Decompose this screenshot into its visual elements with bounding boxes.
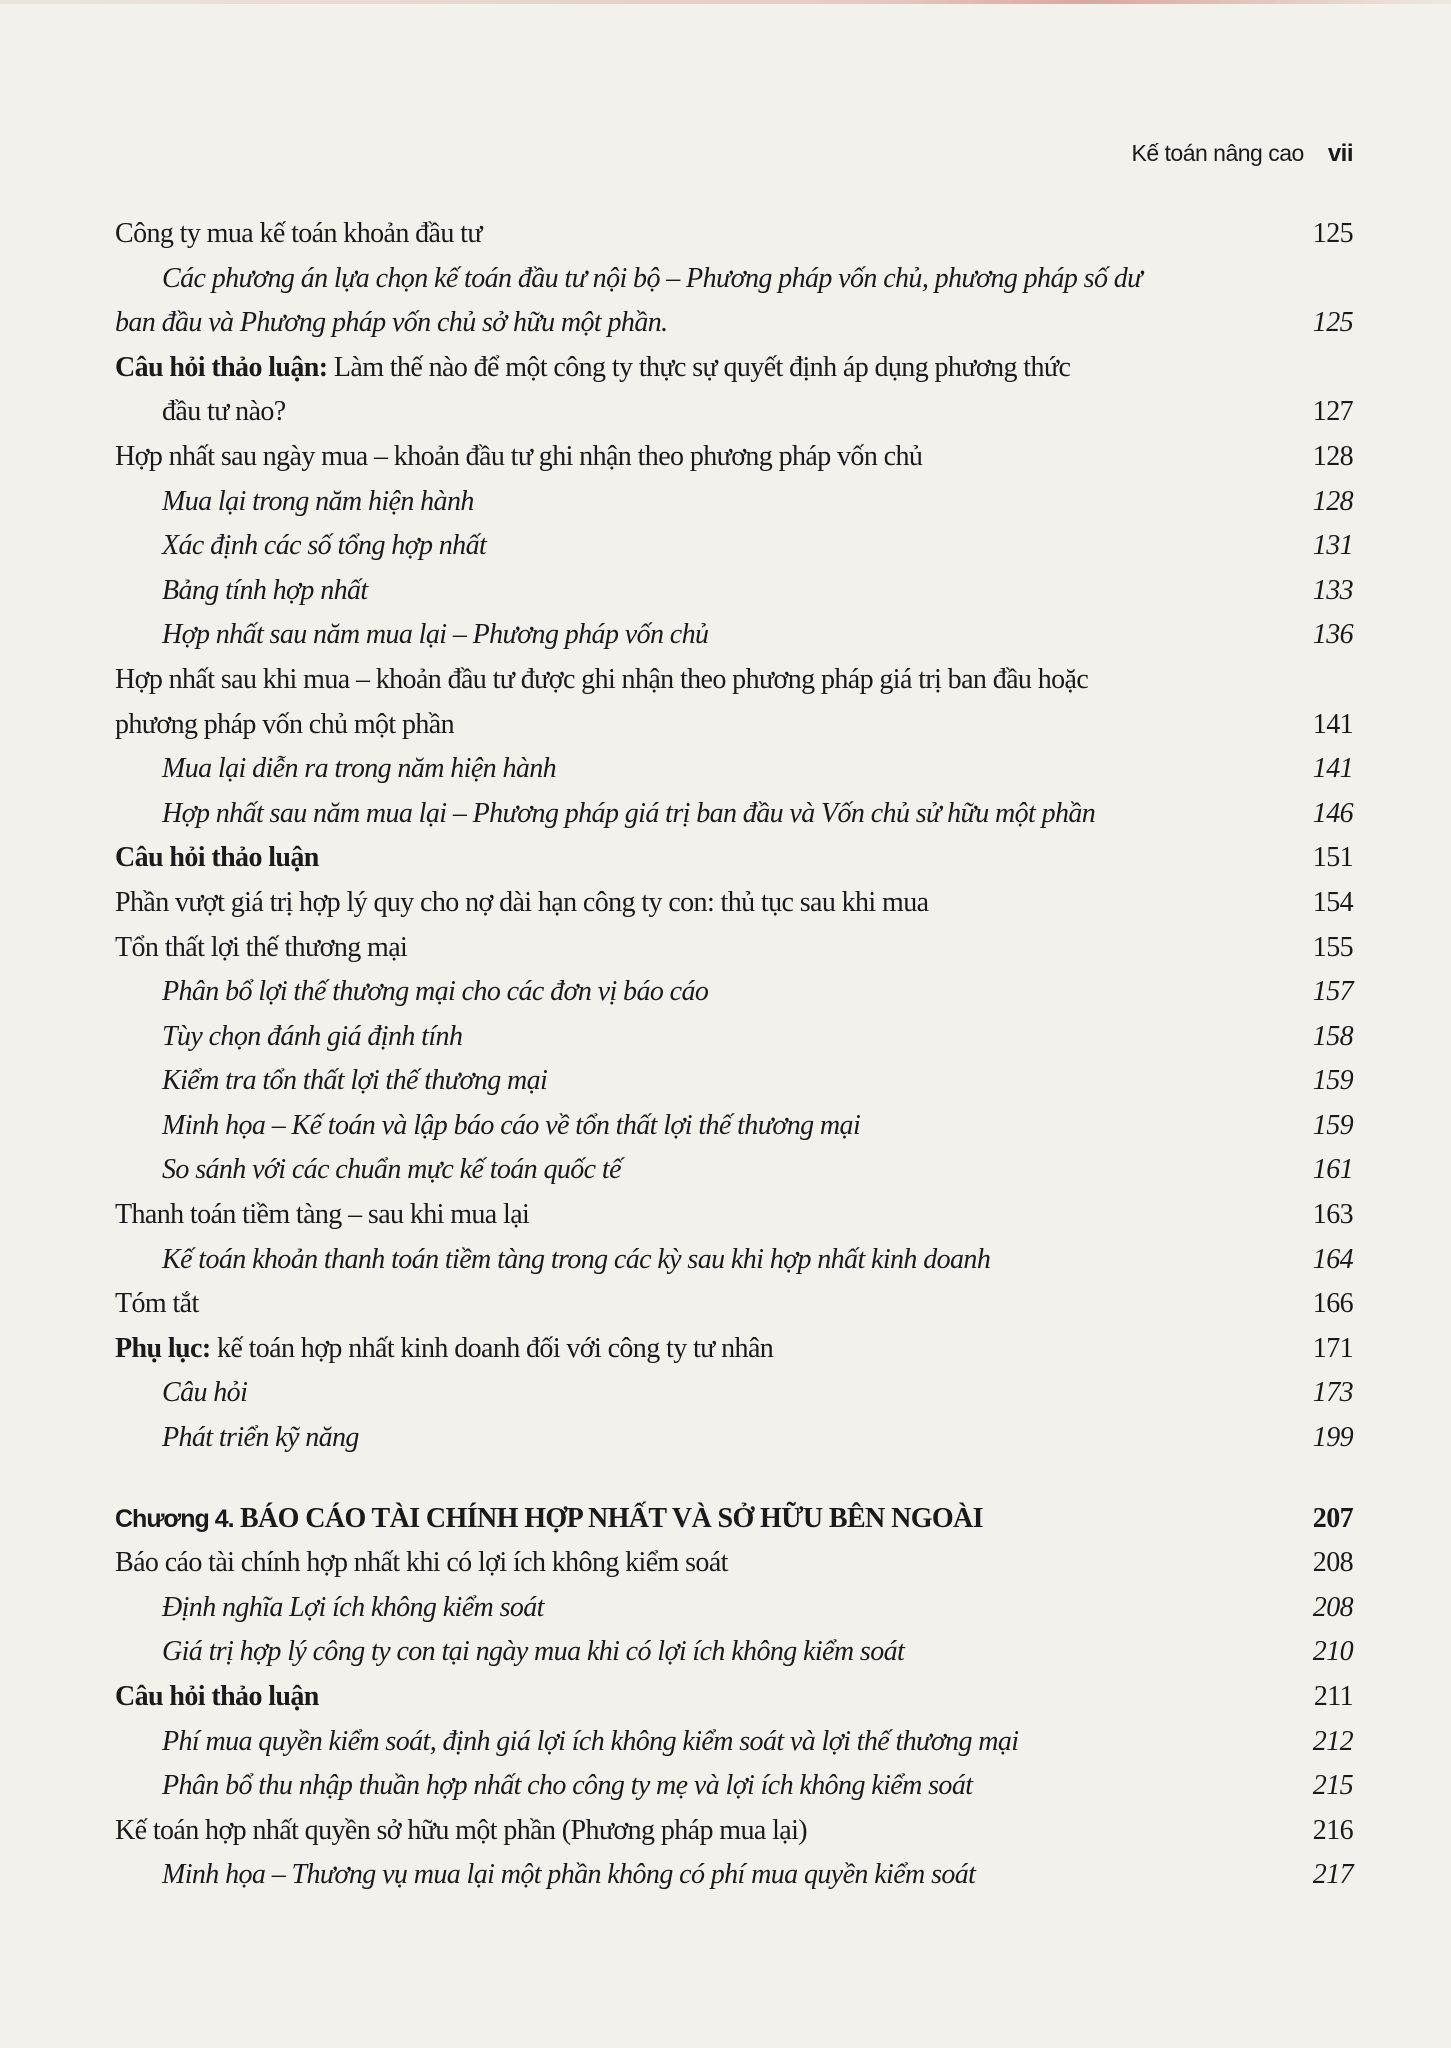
toc-subentry	[115, 747, 1353, 792]
toc-page-number: 215	[1312, 1770, 1353, 1802]
toc-entry-title	[115, 569, 1293, 614]
toc-page-number: 141	[1312, 753, 1353, 785]
toc-entry-text: Câu hỏi	[162, 1377, 248, 1409]
toc-entry-lead: Phụ lục:	[115, 1332, 211, 1364]
toc-page-number: 154	[1312, 886, 1353, 918]
toc-page-number: 199	[1312, 1422, 1353, 1454]
toc-entry-text: So sánh với các chuẩn mực kế toán quốc tế	[162, 1154, 621, 1186]
toc-entry-text: ban đầu và Phương pháp vốn chủ sở hữu một phần.	[115, 307, 668, 339]
toc-entry-title	[115, 613, 1293, 658]
toc-entry-title	[115, 1282, 1293, 1327]
toc-subentry	[115, 970, 1353, 1015]
table-of-contents	[115, 212, 1353, 1898]
toc-entry-text: kế toán hợp nhất kinh doanh đối với công ty tư nhân	[210, 1332, 774, 1364]
running-header	[1131, 140, 1353, 168]
toc-entry-title	[115, 1853, 1293, 1898]
toc-entry	[115, 703, 1353, 748]
toc-entry-text: Làm thế nào để một công ty thực sự quyết định áp dụng phương thức	[327, 351, 1071, 383]
toc-entry	[115, 1809, 1353, 1854]
toc-page-number: 159	[1312, 1065, 1353, 1097]
toc-entry-title	[115, 970, 1293, 1015]
toc-entry-text: Các phương án lựa chọn kế toán đầu tư nội bộ – Phương pháp vốn chủ, phương pháp số dư	[162, 262, 1142, 294]
toc-entry-text: Phát triển kỹ năng	[162, 1422, 359, 1454]
toc-page-number: 208	[1312, 1547, 1353, 1579]
toc-subentry	[115, 792, 1353, 837]
toc-subentry	[115, 1238, 1353, 1283]
toc-page-number: 157	[1312, 976, 1353, 1008]
toc-page-number: 127	[1312, 396, 1353, 428]
toc-page-number: 210	[1312, 1636, 1353, 1668]
toc-entry-text: Kế toán khoản thanh toán tiềm tàng trong các kỳ sau khi hợp nhất kinh doanh	[162, 1243, 991, 1275]
toc-page-number: 159	[1312, 1109, 1353, 1141]
toc-page-number: 155	[1312, 931, 1353, 963]
toc-entry-text: Tóm tắt	[115, 1288, 199, 1320]
toc-entry-text: BÁO CÁO TÀI CHÍNH HỢP NHẤT VÀ SỞ HỮU BÊN NGOÀI	[233, 1502, 983, 1534]
toc-subentry	[115, 257, 1353, 302]
toc-subentry	[115, 1104, 1353, 1149]
toc-page-number: 151	[1312, 842, 1353, 874]
toc-entry-text: Hợp nhất sau năm mua lại – Phương pháp giá trị ban đầu và Vốn chủ sử hữu một phần	[162, 797, 1096, 829]
toc-entry-title	[115, 1015, 1293, 1060]
toc-entry-title	[115, 1630, 1293, 1675]
toc-entry-text: Phần vượt giá trị hợp lý quy cho nợ dài hạn công ty con: thủ tục sau khi mua	[115, 886, 929, 918]
toc-entry	[115, 1282, 1353, 1327]
toc-subentry	[115, 569, 1353, 614]
toc-page-number: 128	[1312, 485, 1353, 517]
toc-subentry	[115, 1059, 1353, 1104]
toc-entry-text: Minh họa – Kế toán và lập báo cáo về tổn thất lợi thế thương mại	[162, 1109, 861, 1141]
toc-page-number: 216	[1312, 1814, 1353, 1846]
toc-entry	[115, 1327, 1353, 1372]
toc-entry	[115, 212, 1353, 257]
toc-entry-title	[115, 747, 1293, 792]
toc-page-number: 163	[1312, 1199, 1353, 1231]
toc-entry-title	[115, 1371, 1293, 1416]
toc-entry-title	[115, 480, 1293, 525]
toc-page-number: 131	[1312, 530, 1353, 562]
toc-entry-text: Tùy chọn đánh giá định tính	[162, 1020, 463, 1052]
toc-entry-text: Tổn thất lợi thế thương mại	[115, 931, 408, 963]
toc-entry	[115, 881, 1353, 926]
toc-entry-text: Bảng tính hợp nhất	[162, 574, 368, 606]
toc-entry-lead: Câu hỏi thảo luận	[115, 1681, 319, 1712]
toc-page-number: 146	[1312, 797, 1353, 829]
chapter-label: Chương 4.	[115, 1504, 234, 1533]
toc-entry-text: Hợp nhất sau khi mua – khoản đầu tư được ghi nhận theo phương pháp giá trị ban đầu hoặc	[115, 663, 1089, 695]
toc-subentry	[115, 1416, 1353, 1461]
toc-entry-text: Giá trị hợp lý công ty con tại ngày mua khi có lợi ích không kiểm soát	[162, 1636, 905, 1668]
toc-subentry	[115, 1853, 1353, 1898]
toc-entry	[115, 435, 1353, 480]
toc-entry-text: phương pháp vốn chủ một phần	[115, 708, 455, 740]
toc-subentry	[115, 1630, 1353, 1675]
toc-entry-title	[115, 792, 1293, 837]
toc-entry-title	[115, 658, 1353, 703]
toc-subentry	[115, 1720, 1353, 1765]
toc-entry-text: Hợp nhất sau ngày mua – khoản đầu tư ghi nhận theo phương pháp vốn chủ	[115, 440, 923, 472]
toc-entry-title	[115, 301, 1293, 346]
toc-entry-title	[115, 1720, 1293, 1765]
book-title: Kế toán nâng cao	[1131, 140, 1304, 166]
toc-entry-title	[115, 1541, 1293, 1586]
toc-entry-title	[115, 1586, 1293, 1631]
toc-entry-text: Phí mua quyền kiểm soát, định giá lợi ích không kiểm soát và lợi thế thương mại	[162, 1725, 1019, 1757]
toc-page-number: 141	[1312, 708, 1353, 740]
toc-entry-title	[115, 1148, 1293, 1193]
toc-page-number: 161	[1312, 1154, 1353, 1186]
toc-entry-text: Minh họa – Thương vụ mua lại một phần không có phí mua quyền kiểm soát	[162, 1859, 976, 1891]
toc-page-number: 171	[1312, 1332, 1353, 1364]
toc-entry-title	[115, 703, 1293, 748]
toc-page-number: 207	[1312, 1502, 1353, 1534]
page-number: vii	[1327, 140, 1353, 167]
toc-entry-title	[115, 346, 1353, 391]
toc-entry	[115, 1541, 1353, 1586]
toc-entry-title	[115, 435, 1293, 480]
toc-entry-title	[115, 836, 1293, 881]
toc-entry-title	[115, 1809, 1293, 1854]
toc-subentry	[115, 524, 1353, 569]
toc-entry-lead: Câu hỏi thảo luận	[115, 842, 319, 874]
toc-page-number: 217	[1312, 1859, 1353, 1891]
toc-entry-title	[115, 1193, 1293, 1238]
toc-page-number: 166	[1312, 1288, 1353, 1320]
toc-page-number: 212	[1312, 1725, 1353, 1757]
toc-page-number: 173	[1312, 1377, 1353, 1409]
toc-entry-text: Thanh toán tiềm tàng – sau khi mua lại	[115, 1199, 530, 1231]
toc-entry-title	[115, 881, 1293, 926]
toc-subentry	[115, 1764, 1353, 1809]
toc-entry	[115, 346, 1353, 391]
toc-subentry	[115, 480, 1353, 525]
toc-entry-title	[115, 1238, 1293, 1283]
toc-page-number: 136	[1312, 619, 1353, 651]
toc-entry-title	[115, 390, 1293, 435]
toc-page-number: 164	[1312, 1243, 1353, 1275]
toc-subentry	[115, 1586, 1353, 1631]
page-top-edge	[0, 0, 1451, 4]
toc-entry-title	[115, 524, 1293, 569]
toc-page-number: 125	[1312, 218, 1353, 249]
toc-subentry	[115, 1371, 1353, 1416]
toc-entry-title	[115, 1416, 1293, 1461]
toc-chapter-heading	[115, 1497, 1353, 1542]
toc-entry-title	[115, 1327, 1293, 1372]
toc-entry-text: Phân bổ lợi thế thương mại cho các đơn vị báo cáo	[162, 976, 709, 1008]
toc-page-number: 128	[1312, 440, 1353, 472]
toc-entry-text: đầu tư nào?	[162, 396, 286, 428]
toc-entry-text: Công ty mua kế toán khoản đầu tư	[115, 218, 482, 249]
toc-entry-title	[115, 1059, 1293, 1104]
toc-entry-text: Kiểm tra tổn thất lợi thế thương mại	[162, 1065, 548, 1097]
toc-subentry	[115, 1015, 1353, 1060]
toc-page-number: 125	[1312, 307, 1353, 339]
toc-entry-text: Phân bổ thu nhập thuần hợp nhất cho công ty mẹ và lợi ích không kiểm soát	[162, 1770, 973, 1802]
toc-subentry	[115, 301, 1353, 346]
toc-subentry	[115, 1148, 1353, 1193]
toc-entry	[115, 926, 1353, 971]
toc-entry-title	[115, 212, 1293, 257]
toc-entry-text: Mua lại trong năm hiện hành	[162, 485, 474, 517]
toc-entry	[115, 658, 1353, 703]
toc-entry-lead: Câu hỏi thảo luận:	[115, 351, 328, 383]
toc-entry	[115, 1193, 1353, 1238]
toc-subentry	[115, 613, 1353, 658]
toc-entry-text: Kế toán hợp nhất quyền sở hữu một phần (Phương pháp mua lại)	[115, 1814, 807, 1846]
toc-entry-text: Xác định các số tổng hợp nhất	[162, 530, 487, 562]
toc-entry-text: Báo cáo tài chính hợp nhất khi có lợi ích không kiểm soát	[115, 1547, 728, 1579]
toc-entry-title	[115, 257, 1353, 302]
toc-entry-text: Mua lại diễn ra trong năm hiện hành	[162, 753, 557, 785]
toc-page-number: 158	[1312, 1020, 1353, 1052]
toc-entry-title	[115, 926, 1293, 971]
toc-page-number: 133	[1312, 574, 1353, 606]
toc-entry	[115, 836, 1353, 881]
toc-entry-title	[115, 1675, 1293, 1720]
toc-page-number: 211	[1313, 1681, 1353, 1712]
toc-entry-title	[115, 1104, 1293, 1149]
toc-entry-title	[115, 1764, 1293, 1809]
toc-entry-title	[115, 1497, 1293, 1542]
toc-entry-text: Hợp nhất sau năm mua lại – Phương pháp vốn chủ	[162, 619, 709, 651]
toc-entry	[115, 390, 1353, 435]
toc-entry	[115, 1675, 1353, 1720]
toc-page-number: 208	[1312, 1591, 1353, 1623]
toc-entry-text: Định nghĩa Lợi ích không kiểm soát	[162, 1591, 544, 1623]
